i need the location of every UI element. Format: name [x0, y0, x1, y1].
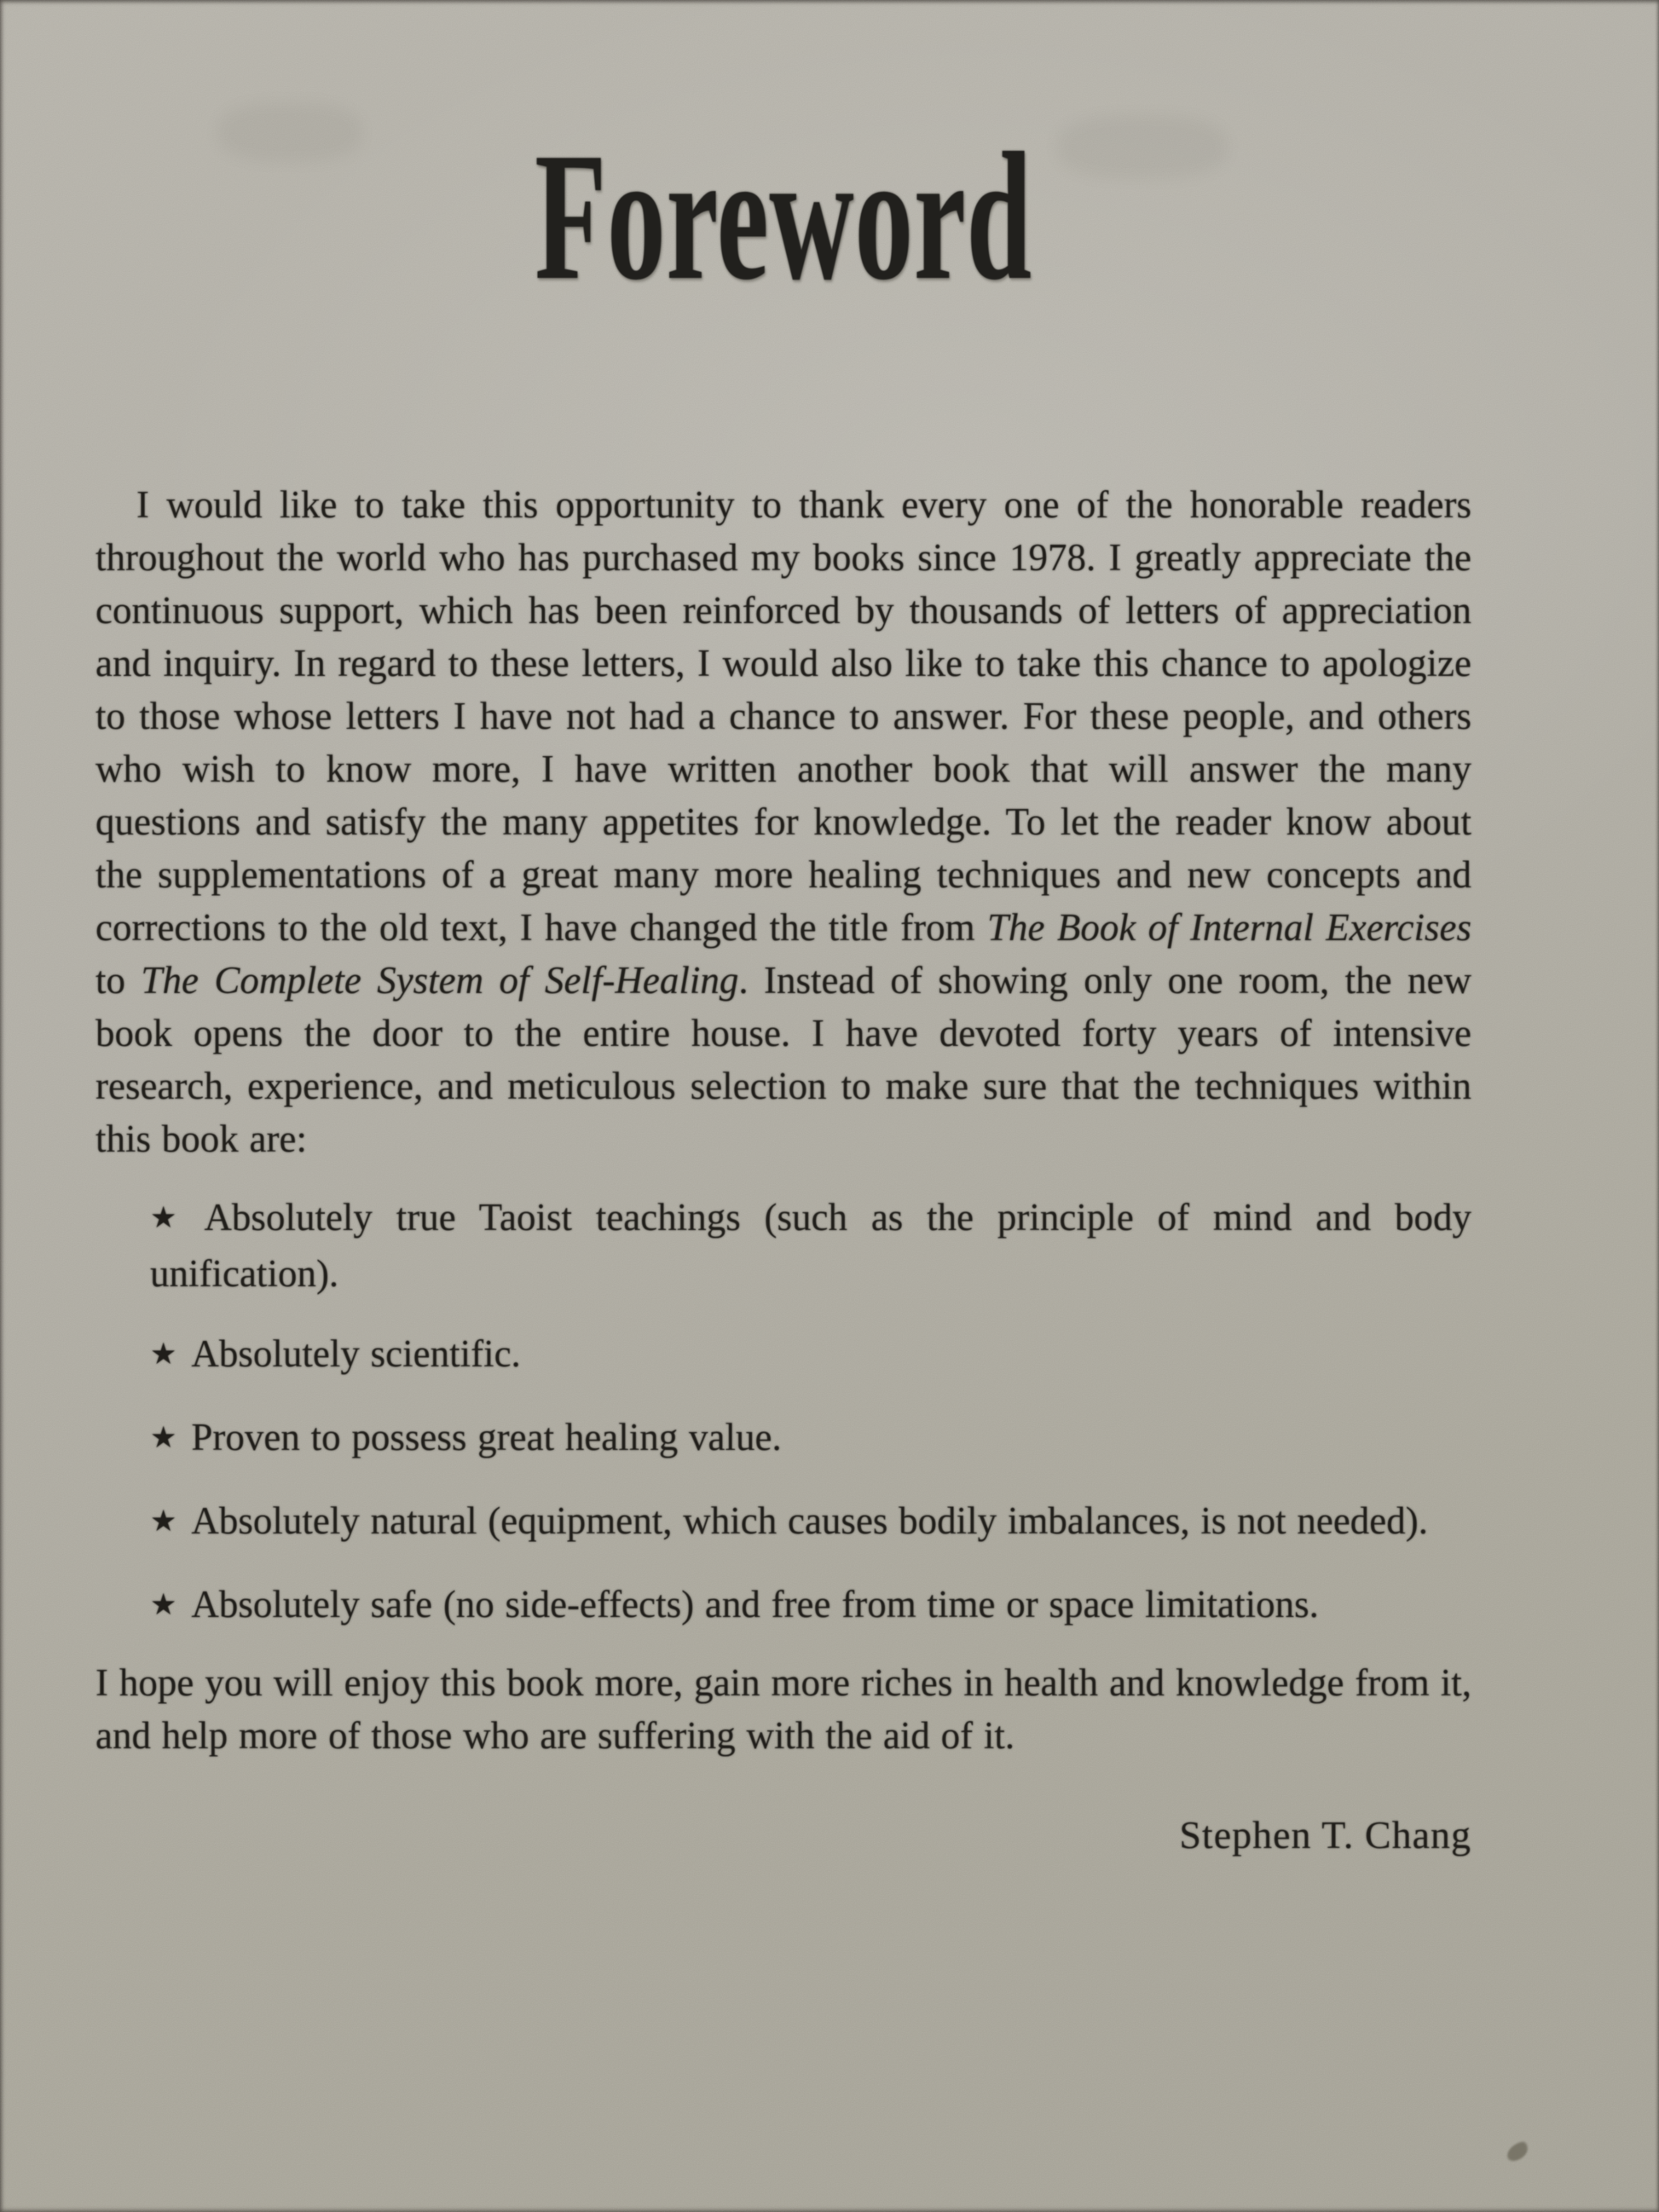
bullet-item	[95, 1327, 1471, 1383]
bullet-item	[95, 1578, 1471, 1634]
star-bullet-icon: ★	[150, 1201, 190, 1235]
bullet-item	[95, 1411, 1471, 1467]
bullet-list	[95, 1191, 1471, 1634]
star-bullet-icon: ★	[150, 1588, 177, 1622]
closing-paragraph: I hope you will enjoy this book more, gain more riches in health and knowledge from it, and help more of those who are suffering with the aid of it.	[95, 1661, 1471, 1757]
bullet-item	[95, 1494, 1471, 1551]
bullet-text: Absolutely scientific.	[191, 1332, 521, 1375]
bullet-text: Absolutely safe (no side-effects) and free from time or space limitations.	[191, 1583, 1319, 1626]
new-book-title: The Complete System of Self-Healing	[141, 959, 739, 1002]
bullet-item	[95, 1191, 1471, 1300]
foreword-paragraph	[95, 478, 1471, 1165]
text-column	[95, 0, 1471, 1862]
smudge-mark	[1507, 2140, 1528, 2163]
star-bullet-icon: ★	[150, 1337, 177, 1372]
bullet-text: Absolutely true Taoist teachings (such as the principle of mind and body unification).	[150, 1196, 1471, 1295]
page-title: Foreword	[535, 114, 1032, 318]
star-bullet-icon: ★	[150, 1421, 177, 1455]
paragraph-text: . Instead of showing only one room, the new book opens the door to the entire house. I have devoted forty years of intensive research, experience, and meticulous selection to make sure that the techniques within this book are:	[95, 959, 1471, 1160]
bullet-text: Absolutely natural (equipment, which causes bodily imbalances, is not needed).	[191, 1499, 1429, 1542]
star-bullet-icon: ★	[150, 1505, 177, 1539]
bullet-text: Proven to possess great healing value.	[191, 1416, 782, 1458]
paragraph-text: to	[95, 959, 142, 1002]
author-signature: Stephen T. Chang	[1179, 1813, 1471, 1857]
old-book-title: The Book of Internal Exercises	[987, 906, 1471, 949]
paragraph-text: I would like to take this opportunity to thank every one of the honorable readers throughout the world who has purchased my books since 1978. I greatly appreciate the continuous support, which has been reinforced by thousands of letters of appreciation and inquiry. In regard to these letters, I would also like to take this chance to apologize to those whose letters I have not had a chance to answer. For these people, and others who wish to know more, I have written another book that will answer the many questions and satisfy the many appetites for knowledge. To let the reader know about the supplementations of a great many more healing techniques and new concepts and corrections to the old text, I have changed the title from	[95, 483, 1471, 949]
